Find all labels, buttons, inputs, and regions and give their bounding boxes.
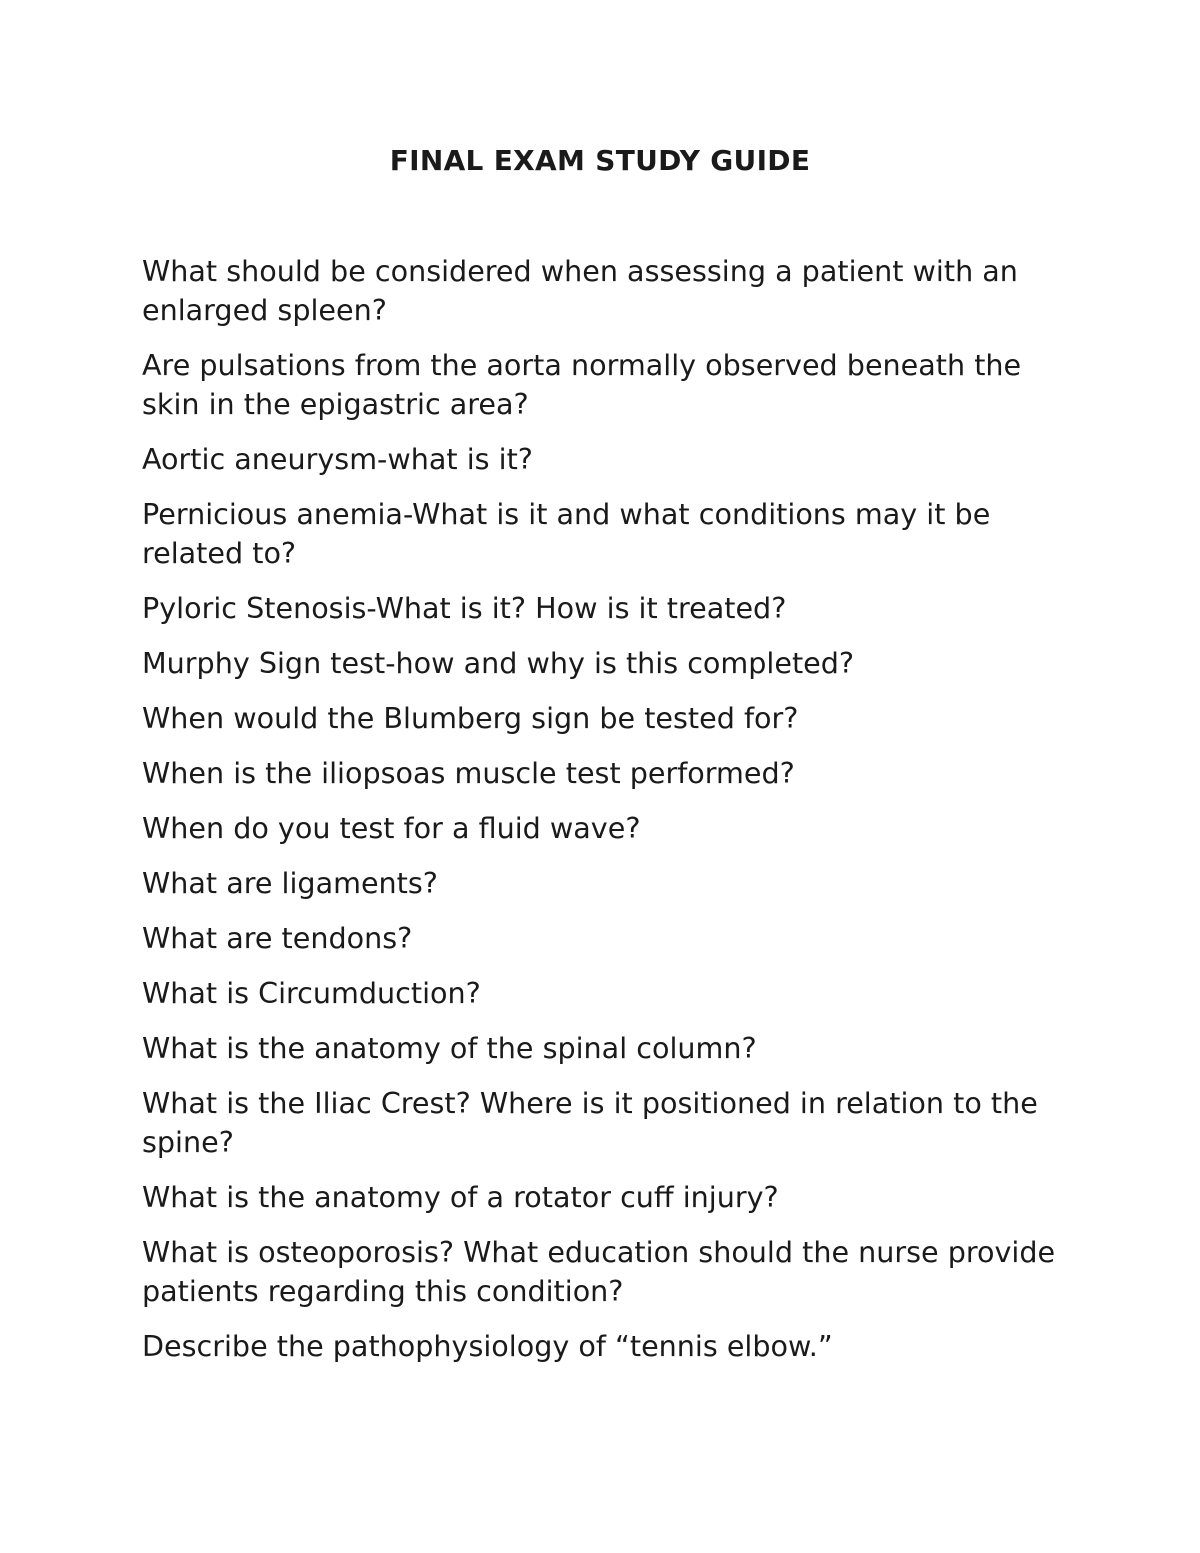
question-item: Murphy Sign test-how and why is this completed? <box>142 646 855 680</box>
question-list <box>142 252 1072 1382</box>
question-item: Pyloric Stenosis-What is it? How is it treated? <box>142 591 787 625</box>
question-item: Describe the pathophysiology of “tennis elbow.” <box>142 1329 833 1363</box>
question-item: When do you test for a fluid wave? <box>142 811 641 845</box>
question-item: What is the anatomy of a rotator cuff injury? <box>142 1180 779 1214</box>
question-item: What should be considered when assessing a patient with an enlarged spleen? <box>142 254 1018 327</box>
question-item: When would the Blumberg sign be tested for? <box>142 701 799 735</box>
question-item: What are ligaments? <box>142 866 438 900</box>
question-item: What is the Iliac Crest? Where is it positioned in relation to the spine? <box>142 1086 1038 1159</box>
question-item: What is Circumduction? <box>142 976 481 1010</box>
question-item: When is the iliopsoas muscle test performed? <box>142 756 795 790</box>
question-item: Aortic aneurysm-what is it? <box>142 442 533 476</box>
question-item: Are pulsations from the aorta normally observed beneath the skin in the epigastric area? <box>142 348 1022 421</box>
question-item: What is osteoporosis? What education should the nurse provide patients regarding this condition? <box>142 1235 1056 1308</box>
question-item: What are tendons? <box>142 921 413 955</box>
question-item: What is the anatomy of the spinal column? <box>142 1031 757 1065</box>
page-title: FINAL EXAM STUDY GUIDE <box>389 144 811 177</box>
question-item: Pernicious anemia-What is it and what conditions may it be related to? <box>142 497 991 570</box>
